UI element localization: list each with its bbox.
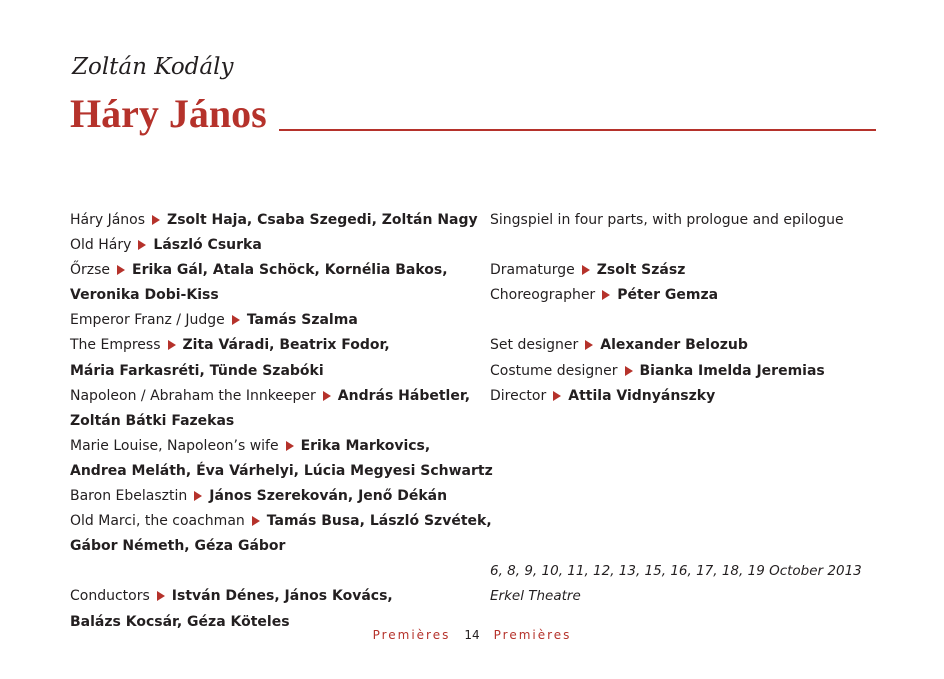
arrow-icon xyxy=(152,215,160,225)
cast-names: László Csurka xyxy=(153,237,262,254)
cast-line-continued: Gábor Németh, Géza Gábor xyxy=(70,538,286,555)
arrow-icon xyxy=(117,265,125,275)
page-footer xyxy=(0,628,944,642)
cast-role: Baron Ebelasztin xyxy=(70,488,188,505)
conductors-line-continued: Balázs Kocsár, Géza Köteles xyxy=(70,613,290,630)
cast-line-continued: Andrea Meláth, Éva Várhelyi, Lúcia Megyesi Schwartz xyxy=(70,462,493,479)
cast-line xyxy=(70,233,470,258)
composer-name: Zoltán Kodály xyxy=(72,54,234,80)
arrow-icon xyxy=(138,240,146,250)
credit-line xyxy=(490,258,910,283)
arrow-icon xyxy=(157,591,165,601)
cast-line xyxy=(70,258,470,283)
arrow-icon xyxy=(323,391,331,401)
arrow-icon xyxy=(553,391,561,401)
cast-names: Zita Váradi, Beatrix Fodor, xyxy=(182,337,390,354)
venue: Erkel Theatre xyxy=(490,588,581,605)
cast-role: Napoleon / Abraham the Innkeeper xyxy=(70,387,316,404)
cast-role: Old Háry xyxy=(70,237,132,254)
credit-line xyxy=(490,384,910,409)
credit-role: Dramaturge xyxy=(490,262,575,279)
arrow-icon xyxy=(585,340,593,350)
cast-line xyxy=(70,434,470,459)
credit-line xyxy=(490,283,910,308)
credit-role: Costume designer xyxy=(490,362,618,379)
credit-names: Zsolt Szász xyxy=(596,262,686,279)
arrow-icon xyxy=(194,491,202,501)
cast-line-continued: Mária Farkasréti, Tünde Szabóki xyxy=(70,362,324,379)
spacer xyxy=(490,484,910,509)
credit-line xyxy=(490,333,910,358)
cast-names: András Hábetler, xyxy=(337,387,471,404)
performance-dates: 6, 8, 9, 10, 11, 12, 13, 15, 16, 17, 18, 19 October 2013 xyxy=(490,563,862,580)
cast-names: Tamás Busa, László Szvétek, xyxy=(266,513,492,530)
spacer xyxy=(490,534,910,559)
conductors-line xyxy=(70,584,470,609)
cast-role: The Empress xyxy=(70,337,161,354)
cast-role: Emperor Franz / Judge xyxy=(70,312,225,329)
credit-role: Director xyxy=(490,387,547,404)
cast-role: Old Marci, the coachman xyxy=(70,513,245,530)
cast-line xyxy=(70,509,492,534)
credit-names: Péter Gemza xyxy=(617,287,719,304)
arrow-icon xyxy=(625,366,633,376)
cast-line-continued: Veronika Dobi-Kiss xyxy=(70,287,219,304)
credit-names: Bianka Imelda Jeremias xyxy=(639,362,825,379)
spacer xyxy=(490,509,910,534)
spacer xyxy=(490,308,910,333)
footer-section-right: Premières xyxy=(493,628,572,642)
page-title: Háry János xyxy=(70,91,267,136)
arrow-icon xyxy=(286,441,294,451)
spacer xyxy=(70,559,470,584)
arrow-icon xyxy=(602,290,610,300)
arrow-icon xyxy=(252,516,260,526)
spacer xyxy=(490,459,910,484)
cast-line xyxy=(70,308,470,333)
footer-section-left: Premières xyxy=(372,628,451,642)
cast-names: Zsolt Haja, Csaba Szegedi, Zoltán Nagy xyxy=(167,212,478,228)
credit-line xyxy=(490,359,910,384)
cast-line xyxy=(70,484,470,509)
arrow-icon xyxy=(168,340,176,350)
cast-line xyxy=(70,333,470,358)
cast-names: Erika Markovics, xyxy=(300,437,431,454)
title-row xyxy=(70,91,876,136)
credit-role: Set designer xyxy=(490,337,579,354)
cast-names: János Szerekován, Jenő Dékán xyxy=(209,488,448,505)
cast-names: Tamás Szalma xyxy=(246,312,358,329)
cast-role: Háry János xyxy=(70,212,146,228)
spacer xyxy=(490,233,910,258)
cast-names: Erika Gál, Atala Schöck, Kornélia Bakos, xyxy=(132,262,448,279)
production-column xyxy=(490,208,910,610)
work-description: Singspiel in four parts, with prologue and epilogue xyxy=(490,212,844,228)
cast-role: Conductors xyxy=(70,588,150,605)
cast-role: Marie Louise, Napoleon’s wife xyxy=(70,437,279,454)
arrow-icon xyxy=(232,315,240,325)
cast-line xyxy=(70,384,470,409)
cast-role: Őrzse xyxy=(70,262,111,279)
cast-line xyxy=(70,208,478,233)
cast-names: István Dénes, János Kovács, xyxy=(171,588,393,605)
spacer xyxy=(490,434,910,459)
credit-names: Alexander Belozub xyxy=(600,337,748,354)
cast-line-continued: Zoltán Bátki Fazekas xyxy=(70,412,235,429)
spacer xyxy=(490,409,910,434)
title-underline xyxy=(279,129,876,131)
credit-names: Attila Vidnyánszky xyxy=(568,387,716,404)
credit-role: Choreographer xyxy=(490,287,596,304)
arrow-icon xyxy=(582,265,590,275)
page-number: 14 xyxy=(464,628,480,642)
